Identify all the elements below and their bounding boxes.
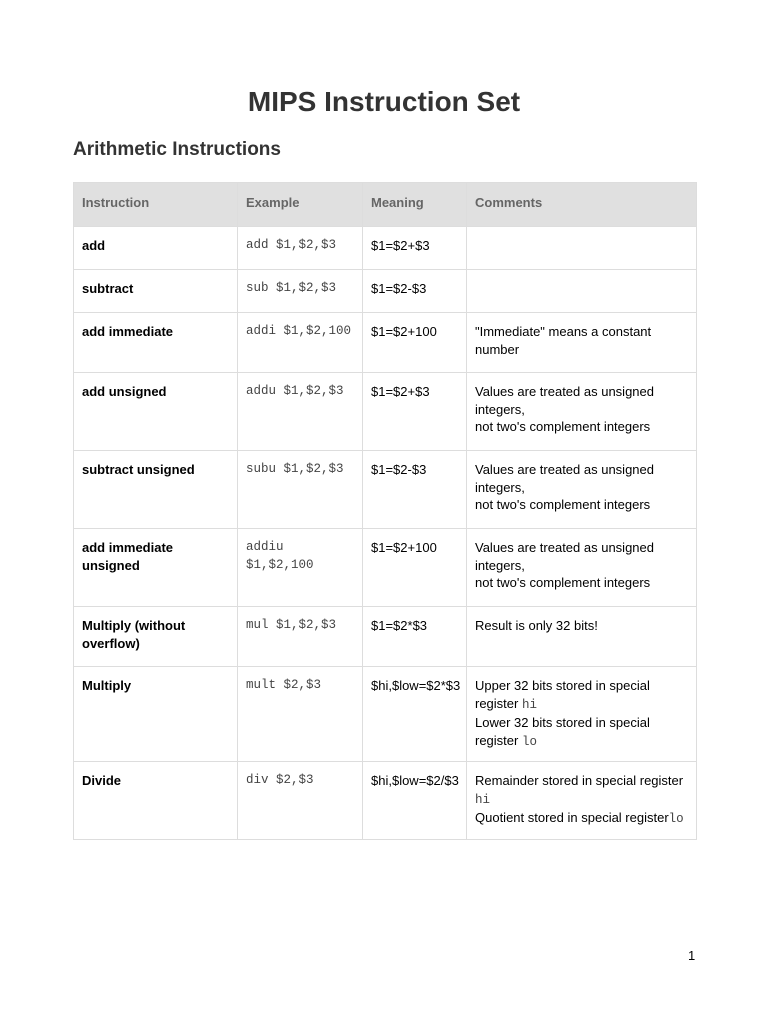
cell-instruction: add immediate — [74, 313, 238, 373]
comment-line — [475, 418, 688, 436]
cell-comments — [467, 313, 697, 373]
cell-example: mul $1,$2,$3 — [238, 607, 363, 667]
comment-line — [475, 496, 688, 514]
comment-line — [475, 323, 688, 358]
table-row — [74, 227, 697, 270]
cell-example: mult $2,$3 — [238, 667, 363, 762]
table-row — [74, 607, 697, 667]
cell-instruction: subtract — [74, 270, 238, 313]
table-row — [74, 373, 697, 451]
cell-meaning: $1=$2+$3 — [363, 227, 467, 270]
comment-text: Remainder stored in special register — [475, 773, 684, 788]
comment-text: Upper 32 bits stored in special register — [475, 678, 650, 711]
cell-example: sub $1,$2,$3 — [238, 270, 363, 313]
comment-line — [475, 809, 688, 829]
comment-text: "Immediate" means a constant number — [475, 324, 652, 357]
comment-line — [475, 461, 688, 496]
register-name: hi — [475, 792, 491, 807]
cell-comments — [467, 529, 697, 607]
section-heading: Arithmetic Instructions — [73, 139, 281, 160]
comment-text: not two's complement integers — [475, 575, 651, 590]
table-header-row — [74, 183, 697, 227]
table-row — [74, 529, 697, 607]
document-title: MIPS Instruction Set — [247, 86, 521, 117]
cell-meaning: $1=$2-$3 — [363, 451, 467, 529]
cell-instruction: add unsigned — [74, 373, 238, 451]
comment-line — [475, 539, 688, 574]
cell-meaning: $1=$2+100 — [363, 529, 467, 607]
cell-instruction: Divide — [74, 762, 238, 840]
cell-meaning: $1=$2*$3 — [363, 607, 467, 667]
cell-meaning: $hi,$low=$2*$3 — [363, 667, 467, 762]
cell-example: add $1,$2,$3 — [238, 227, 363, 270]
cell-instruction: subtract unsigned — [74, 451, 238, 529]
cell-comments — [467, 451, 697, 529]
cell-example: div $2,$3 — [238, 762, 363, 840]
cell-comments — [467, 607, 697, 667]
table-body — [74, 227, 697, 840]
comment-line — [475, 383, 688, 418]
table-row — [74, 762, 697, 840]
cell-instruction: Multiply (without overflow) — [74, 607, 238, 667]
comment-text: Values are treated as unsigned integers, — [475, 540, 654, 573]
comment-text: Values are treated as unsigned integers, — [475, 384, 654, 417]
table-row — [74, 270, 697, 313]
table-row — [74, 313, 697, 373]
cell-meaning: $hi,$low=$2/$3 — [363, 762, 467, 840]
cell-example: addi $1,$2,100 — [238, 313, 363, 373]
comment-text: not two's complement integers — [475, 419, 651, 434]
instruction-table — [73, 182, 697, 840]
header-comments: Comments — [467, 183, 697, 227]
comment-line — [475, 574, 688, 592]
comment-text: Values are treated as unsigned integers, — [475, 462, 654, 495]
cell-comments — [467, 667, 697, 762]
cell-comments — [467, 270, 697, 313]
header-instruction: Instruction — [74, 183, 238, 227]
comment-line — [475, 714, 688, 751]
cell-example: addu $1,$2,$3 — [238, 373, 363, 451]
register-name: lo — [521, 734, 537, 749]
cell-comments — [467, 762, 697, 840]
cell-example: subu $1,$2,$3 — [238, 451, 363, 529]
comment-text: not two's complement integers — [475, 497, 651, 512]
table-row — [74, 451, 697, 529]
comment-text: Quotient stored in special register — [475, 810, 669, 825]
table-row — [74, 667, 697, 762]
comment-line — [475, 677, 688, 714]
cell-instruction: add immediate unsigned — [74, 529, 238, 607]
register-name: hi — [521, 697, 537, 712]
cell-example: addiu $1,$2,100 — [238, 529, 363, 607]
cell-instruction: add — [74, 227, 238, 270]
comment-line — [475, 772, 688, 809]
cell-meaning: $1=$2+100 — [363, 313, 467, 373]
cell-meaning: $1=$2+$3 — [363, 373, 467, 451]
cell-instruction: Multiply — [74, 667, 238, 762]
header-example: Example — [238, 183, 363, 227]
header-meaning: Meaning — [363, 183, 467, 227]
comment-text: Result is only 32 bits! — [475, 618, 598, 633]
cell-comments — [467, 227, 697, 270]
comment-line — [475, 617, 688, 635]
register-name: lo — [668, 812, 684, 826]
comment-text: Lower 32 bits stored in special register — [475, 715, 650, 748]
cell-meaning: $1=$2-$3 — [363, 270, 467, 313]
cell-comments — [467, 373, 697, 451]
page-number: 1 — [688, 948, 696, 963]
